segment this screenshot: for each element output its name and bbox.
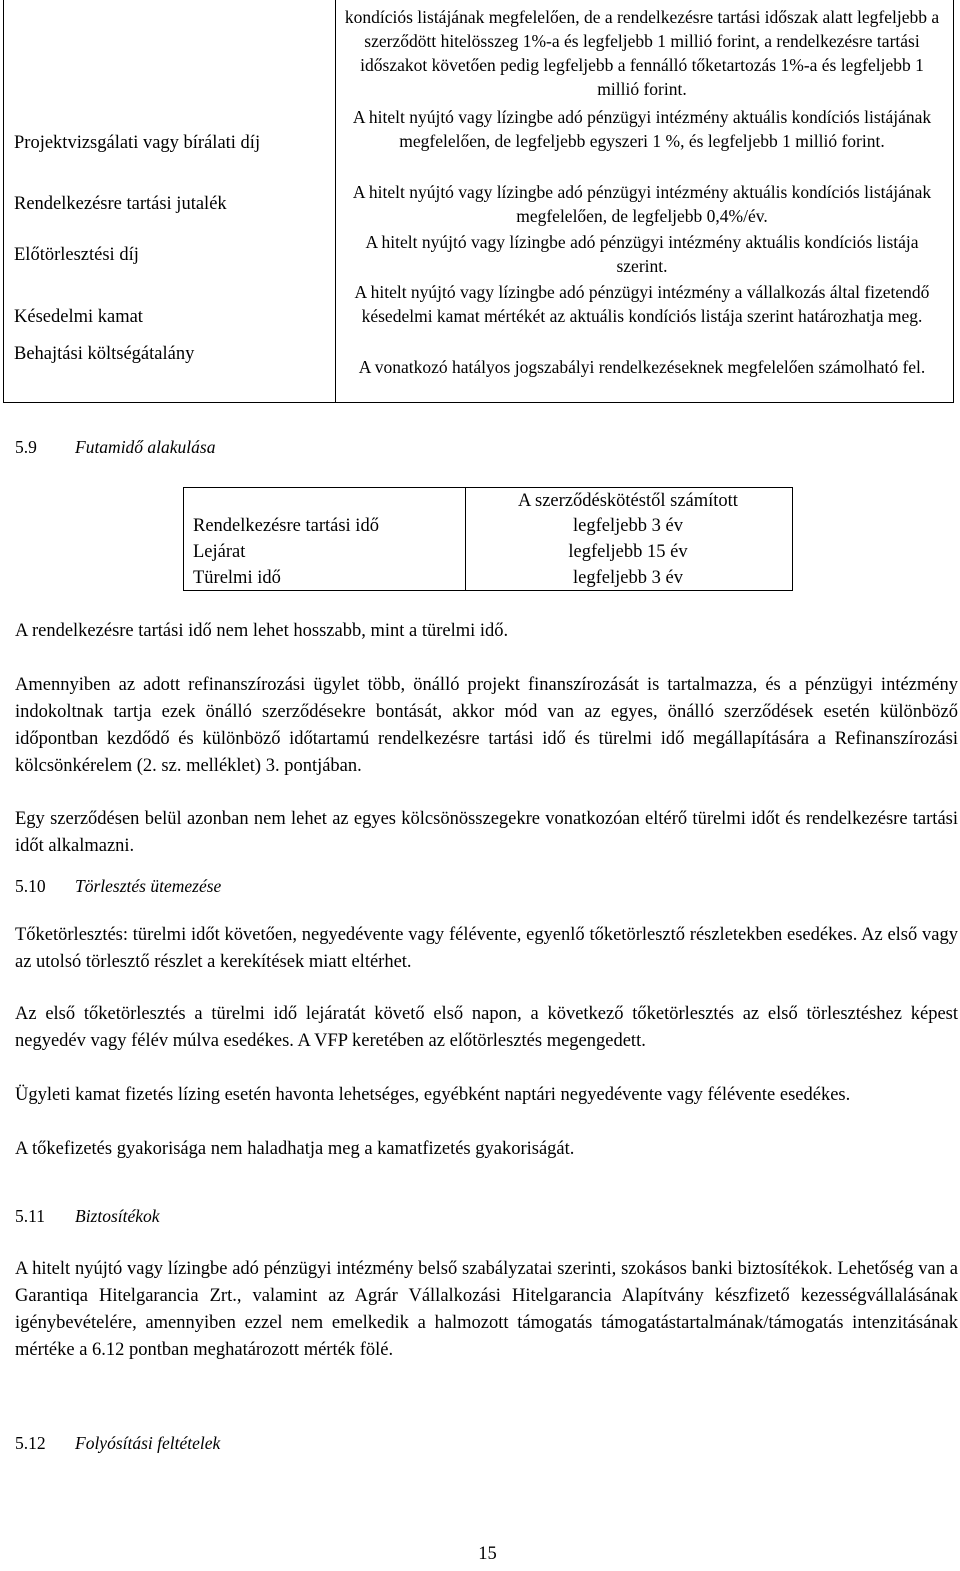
paragraph-5-9-1: Amennyiben az adott refinanszírozási ügylet több, önálló projekt finanszírozását is tartalmazza, és a pénzügyi intézmény indokoltnak tartja ezek önálló szerződésekre bontását, akkor mód van az egyes, önálló szerződések esetén különböző időpontban kezdődő és különböző időtartamú rendelkezésre tartási idő és türelmi idő megállapítására a Refinanszírozási kölcsönkérelem (2. sz. melléklet) 3. pontjában.	[15, 675, 958, 776]
paragraph-5-10-1: Tőketörlesztés: türelmi időt követően, negyedévente vagy félévente, egyenlő tőketörlesztő részletekben esedékes. Az első vagy az utolsó törlesztő részlet a kerekítések miatt eltérhet.	[15, 925, 958, 972]
section-title: Folyósítási feltételek	[75, 1433, 221, 1453]
term-note: A rendelkezésre tartási idő nem lehet hosszabb, mint a türelmi idő.	[15, 621, 509, 641]
term-label-maturity: Lejárat	[193, 542, 246, 562]
section-number: 5.12	[15, 1433, 46, 1453]
term-label-availability: Rendelkezésre tartási idő	[193, 516, 379, 536]
fee-label-project-review: Projektvizsgálati vagy bírálati díj	[14, 133, 261, 153]
paragraph-5-10-4: A tőkefizetés gyakorisága nem haladhatja meg a kamatfizetés gyakoriságát.	[15, 1139, 575, 1159]
term-value-maturity: legfeljebb 15 év	[568, 542, 688, 562]
fee-row-continuation-desc: kondíciós listájának megfelelően, de a rendelkezésre tartási időszak alatt legfeljebb a szerződött hitelösszeg 1%-a és legfeljebb 1 millió forint, a rendelkezésre tartási időszakot követően pedig legfeljebb a fennálló tőketartozás 1%-a és legfeljebb 1 millió forint.	[344, 7, 940, 99]
section-title: Biztosítékok	[75, 1206, 160, 1226]
paragraph-5-10-2: Az első tőketörlesztés a türelmi idő lejáratát követő első napon, a következő tőketörlesztés az első törlesztéshez képest negyedév vagy félév múlva esedékes. A VFP keretében az előtörlesztés megengedett.	[15, 1004, 958, 1051]
paragraph-5-10-3: Ügyleti kamat fizetés lízing esetén havonta lehetséges, egyébként naptári negyedévente vagy félévente esedékes.	[15, 1085, 851, 1105]
page-number: 15	[478, 1544, 497, 1564]
section-heading-5-9	[15, 436, 215, 458]
section-heading-5-12	[15, 1432, 220, 1454]
paragraph-5-9-2: Egy szerződésen belül azonban nem lehet az egyes kölcsönösszegekre vonatkozóan eltérő türelmi időt és rendelkezésre tartási időt alkalmazni.	[15, 809, 958, 856]
term-table-header: A szerződéskötéstől számított	[518, 491, 738, 511]
fee-desc-collection-cost: A vonatkozó hatályos jogszabályi rendelkezéseknek megfelelően számolható fel.	[358, 357, 926, 377]
fee-table-divider	[335, 0, 336, 402]
section-title: Törlesztés ütemezése	[75, 876, 222, 896]
term-label-grace: Türelmi idő	[193, 568, 281, 588]
section-number: 5.9	[15, 437, 37, 457]
fee-label-commitment: Rendelkezésre tartási jutalék	[14, 194, 227, 214]
section-title: Futamidő alakulása	[75, 437, 216, 457]
fee-desc-late-interest: A hitelt nyújtó vagy lízingbe adó pénzügyi intézmény a vállalkozás által fizetendő késedelmi kamat mértékét az aktuális kondíciós listája szerint határozhatja meg.	[354, 282, 930, 326]
fee-label-late-interest: Késedelmi kamat	[14, 307, 143, 327]
fee-desc-commitment: A hitelt nyújtó vagy lízingbe adó pénzügyi intézmény aktuális kondíciós listájának megfelelően, de legfeljebb 0,4%/év.	[352, 182, 932, 226]
fee-label-prepayment: Előtörlesztési díj	[14, 245, 139, 265]
section-heading-5-10	[15, 875, 221, 897]
term-value-availability: legfeljebb 3 év	[573, 516, 683, 536]
paragraph-5-11-1: A hitelt nyújtó vagy lízingbe adó pénzügyi intézmény belső szabályzatai szerinti, szokásos banki biztosítékok. Lehetőség van a Garantiqa Hitelgarancia Zrt., valamint az Agrár Vállalkozási Hitelgarancia Alapítvány készfizető kezességvállalásának igénybevételére, amennyiben ezzel nem emelkedik a halmozott támogatás támogatástartalmának/támogatás intenzitásának mértéke a 6.12 pontban meghatározott mérték fölé.	[15, 1259, 958, 1360]
section-number: 5.11	[15, 1206, 45, 1226]
fee-desc-project-review: A hitelt nyújtó vagy lízingbe adó pénzügyi intézmény aktuális kondíciós listájának megfelelően, de legfeljebb egyszeri 1 %, és legfeljebb 1 millió forint.	[352, 107, 932, 151]
term-value-grace: legfeljebb 3 év	[573, 568, 683, 588]
section-heading-5-11	[15, 1205, 160, 1227]
fee-desc-prepayment: A hitelt nyújtó vagy lízingbe adó pénzügyi intézmény aktuális kondíciós listája szerint.	[365, 232, 919, 276]
fee-label-collection-cost: Behajtási költségátalány	[14, 344, 195, 364]
section-number: 5.10	[15, 876, 46, 896]
